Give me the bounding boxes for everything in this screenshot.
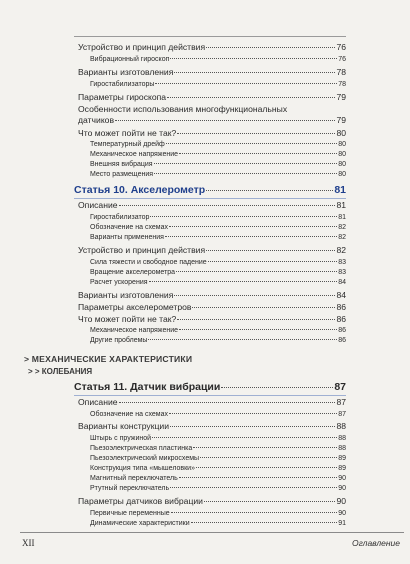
dot-leader <box>179 477 337 478</box>
footer-section: Оглавление <box>351 538 400 548</box>
dot-leader <box>169 226 337 227</box>
toc-entry-title: Что может пойти не так? <box>78 314 177 324</box>
toc-entry-title: Параметры датчиков вибрации <box>78 496 203 506</box>
toc-entry-page: 81 <box>338 214 346 221</box>
toc-entry-title: Что может пойти не так? <box>78 128 177 138</box>
toc-entry-page: 86 <box>336 314 346 324</box>
toc-entry-page: 90 <box>336 496 346 506</box>
toc-entry[interactable] <box>78 245 346 255</box>
toc-entry-page: 86 <box>338 337 346 344</box>
toc-subentry[interactable] <box>90 520 346 527</box>
toc-entry-page: 91 <box>338 520 346 527</box>
toc-subentry[interactable] <box>90 224 346 231</box>
dot-leader <box>155 83 337 84</box>
toc-entry[interactable] <box>78 314 346 324</box>
dot-leader <box>192 307 335 308</box>
toc-entry-page: 82 <box>338 234 346 241</box>
toc-entry-title: Гиростабилизаторы <box>90 81 155 88</box>
toc-subentry[interactable] <box>90 411 346 418</box>
dot-leader <box>196 467 337 468</box>
chapter-underline <box>74 198 346 199</box>
toc-entry-page: 83 <box>338 259 346 266</box>
toc-entry-page: 88 <box>336 421 346 431</box>
toc-entry-page: 79 <box>336 115 346 125</box>
dot-leader <box>171 512 338 513</box>
toc-entry-title: Варианты изготовления <box>78 67 174 77</box>
toc-entry-page: 81 <box>336 200 346 210</box>
dot-leader <box>176 271 337 272</box>
toc-subentry[interactable] <box>90 214 346 221</box>
toc-subentry[interactable] <box>90 234 346 241</box>
dot-leader <box>177 133 335 134</box>
chapter-underline <box>74 395 346 396</box>
toc-subentry[interactable] <box>90 161 346 168</box>
dot-leader <box>119 402 336 403</box>
toc-subentry[interactable] <box>90 171 346 178</box>
dot-leader <box>221 387 333 388</box>
dot-leader <box>200 457 337 458</box>
dot-leader <box>179 329 337 330</box>
toc-entry[interactable] <box>78 67 346 77</box>
toc-entry[interactable] <box>78 397 346 407</box>
toc-entry-page: 90 <box>338 485 346 492</box>
footer-page-number: XII <box>22 538 35 548</box>
toc-subentry[interactable] <box>90 435 346 442</box>
dot-leader <box>174 72 335 73</box>
toc-entry-title: Параметры акселерометров <box>78 302 192 312</box>
toc-entry-title: Вращение акселерометра <box>90 269 176 276</box>
dot-leader <box>149 281 338 282</box>
toc-entry-page: 88 <box>338 445 346 452</box>
toc-entry-page: 86 <box>336 302 346 312</box>
toc-entry-title: Параметры гироскопа <box>78 92 167 102</box>
dot-leader <box>115 120 335 121</box>
toc-subentry[interactable] <box>90 279 346 286</box>
dot-leader <box>170 58 337 59</box>
toc-subentry[interactable] <box>90 141 346 148</box>
dot-leader <box>206 47 335 48</box>
toc-entry-title: Варианты изготовления <box>78 290 174 300</box>
toc-entry-title: Магнитный переключатель <box>90 475 178 482</box>
toc-entry-title: Устройство и принцип действия <box>78 245 206 255</box>
toc-entry-title: Описание <box>78 200 118 210</box>
toc-entry-page: 79 <box>336 92 346 102</box>
dot-leader <box>208 261 338 262</box>
toc-entry[interactable] <box>78 302 346 312</box>
toc-entry-title: Расчет ускорения <box>90 279 148 286</box>
toc-entry-page: 80 <box>336 128 346 138</box>
toc-entry[interactable] <box>78 128 346 138</box>
toc-entry-page: 90 <box>338 510 346 517</box>
toc-subentry[interactable] <box>90 56 346 63</box>
dot-leader <box>206 190 333 191</box>
toc-subentry[interactable] <box>90 81 346 88</box>
toc-entry-title: Описание <box>78 397 118 407</box>
toc-entry[interactable] <box>78 200 346 210</box>
toc-entry-page: 89 <box>338 455 346 462</box>
toc-entry-title: Внешняя вибрация <box>90 161 153 168</box>
toc-entry-page: 82 <box>336 245 346 255</box>
toc-entry-page: 87 <box>338 411 346 418</box>
dot-leader <box>191 522 338 523</box>
dot-leader <box>152 437 337 438</box>
toc-entry-title: Конструкция типа «мышеловки» <box>90 465 195 472</box>
dot-leader <box>167 97 335 98</box>
toc-entry-page: 80 <box>338 171 346 178</box>
toc-entry-page: 76 <box>336 42 346 52</box>
toc-entry-title: Штырь с пружиной <box>90 435 152 442</box>
toc-entry-page: 78 <box>338 81 346 88</box>
toc-entry-title: Обозначение на схемах <box>90 224 168 231</box>
toc-entry-page: 80 <box>338 151 346 158</box>
dot-leader <box>154 173 337 174</box>
dot-leader <box>193 447 337 448</box>
toc-entry-title: Варианты применения <box>90 234 164 241</box>
top-divider <box>74 36 346 37</box>
toc-entry-page: 87 <box>336 397 346 407</box>
dot-leader <box>204 501 335 502</box>
toc-entry[interactable] <box>78 496 346 506</box>
toc-entry-multiline[interactable] <box>78 104 346 126</box>
chapter-title: Статья 11. Датчик вибрации <box>74 381 221 393</box>
dot-leader <box>177 319 335 320</box>
toc-entry-title: Устройство и принцип действия <box>78 42 206 52</box>
toc-entry-page: 82 <box>338 224 346 231</box>
toc-entry-title: Обозначение на схемах <box>90 411 168 418</box>
toc-entry-title: Динамические характеристики <box>90 520 190 527</box>
toc-entry-title: Механическое напряжение <box>90 327 179 334</box>
toc-entry-title: Температурный дрейф <box>90 141 165 148</box>
toc-entry-page: 84 <box>338 279 346 286</box>
toc-entry-title: Сила тяжести и свободное падение <box>90 259 207 266</box>
toc-subentry[interactable] <box>90 337 346 344</box>
toc-entry-page: 78 <box>336 67 346 77</box>
chapter-heading[interactable] <box>74 184 346 196</box>
toc-subentry[interactable] <box>90 510 346 517</box>
footer-divider <box>20 532 404 533</box>
toc-entry-title: Гиростабилизатор <box>90 214 150 221</box>
toc-entry-page: 80 <box>338 161 346 168</box>
toc-entry-page: 83 <box>338 269 346 276</box>
toc-subentry[interactable] <box>90 455 346 462</box>
toc-entry-page: 80 <box>338 141 346 148</box>
toc-entry-title: Вибрационный гироскоп <box>90 56 170 63</box>
dot-leader <box>174 295 335 296</box>
toc-entry-title-line2: датчиков <box>78 115 115 125</box>
toc-entry-title: Другие проблемы <box>90 337 148 344</box>
toc-entry-title: Место размещения <box>90 171 154 178</box>
toc-subentry[interactable] <box>90 151 346 158</box>
toc-entry-title: Пьезоэлектрический микросхемы <box>90 455 200 462</box>
dot-leader <box>206 250 335 251</box>
toc-subentry[interactable] <box>90 475 346 482</box>
part-heading[interactable]: > МЕХАНИЧЕСКИЕ ХАРАКТЕРИСТИКИ <box>24 354 193 364</box>
toc-entry[interactable] <box>78 421 346 431</box>
toc-entry-title: Ртутный переключатель <box>90 485 170 492</box>
dot-leader <box>166 143 337 144</box>
chapter-page: 87 <box>334 381 346 393</box>
toc-subentry[interactable] <box>90 485 346 492</box>
dot-leader <box>169 413 337 414</box>
dot-leader <box>119 205 336 206</box>
toc-entry[interactable] <box>78 290 346 300</box>
toc-entry-title: Первичные переменные <box>90 510 170 517</box>
toc-entry-title: Пьезоэлектрическая пластинка <box>90 445 193 452</box>
subpart-heading[interactable]: > > КОЛЕБАНИЯ <box>28 367 93 376</box>
dot-leader <box>165 236 337 237</box>
dot-leader <box>170 426 335 427</box>
chapter-title: Статья 10. Акселерометр <box>74 184 206 196</box>
chapter-heading[interactable] <box>74 381 346 393</box>
toc-entry-page: 86 <box>338 327 346 334</box>
toc-subentry[interactable] <box>90 327 346 334</box>
chapter-page: 81 <box>334 184 346 196</box>
dot-leader <box>179 153 337 154</box>
dot-leader <box>170 487 337 488</box>
toc-entry-title-line1: Особенности использования многофункциональных <box>78 104 288 114</box>
dot-leader <box>154 163 338 164</box>
toc-entry[interactable] <box>78 42 346 52</box>
toc-entry[interactable] <box>78 92 346 102</box>
toc-entry-page: 90 <box>338 475 346 482</box>
toc-entry-page: 84 <box>336 290 346 300</box>
toc-subentry[interactable] <box>90 259 346 266</box>
toc-entry-title: Варианты конструкции <box>78 421 169 431</box>
toc-subentry[interactable] <box>90 465 346 472</box>
toc-subentry[interactable] <box>90 445 346 452</box>
dot-leader <box>150 216 337 217</box>
dot-leader <box>148 339 337 340</box>
toc-entry-page: 76 <box>338 56 346 63</box>
toc-subentry[interactable] <box>90 269 346 276</box>
toc-entry-page: 88 <box>338 435 346 442</box>
toc-entry-page: 89 <box>338 465 346 472</box>
toc-entry-title: Механическое напряжение <box>90 151 179 158</box>
